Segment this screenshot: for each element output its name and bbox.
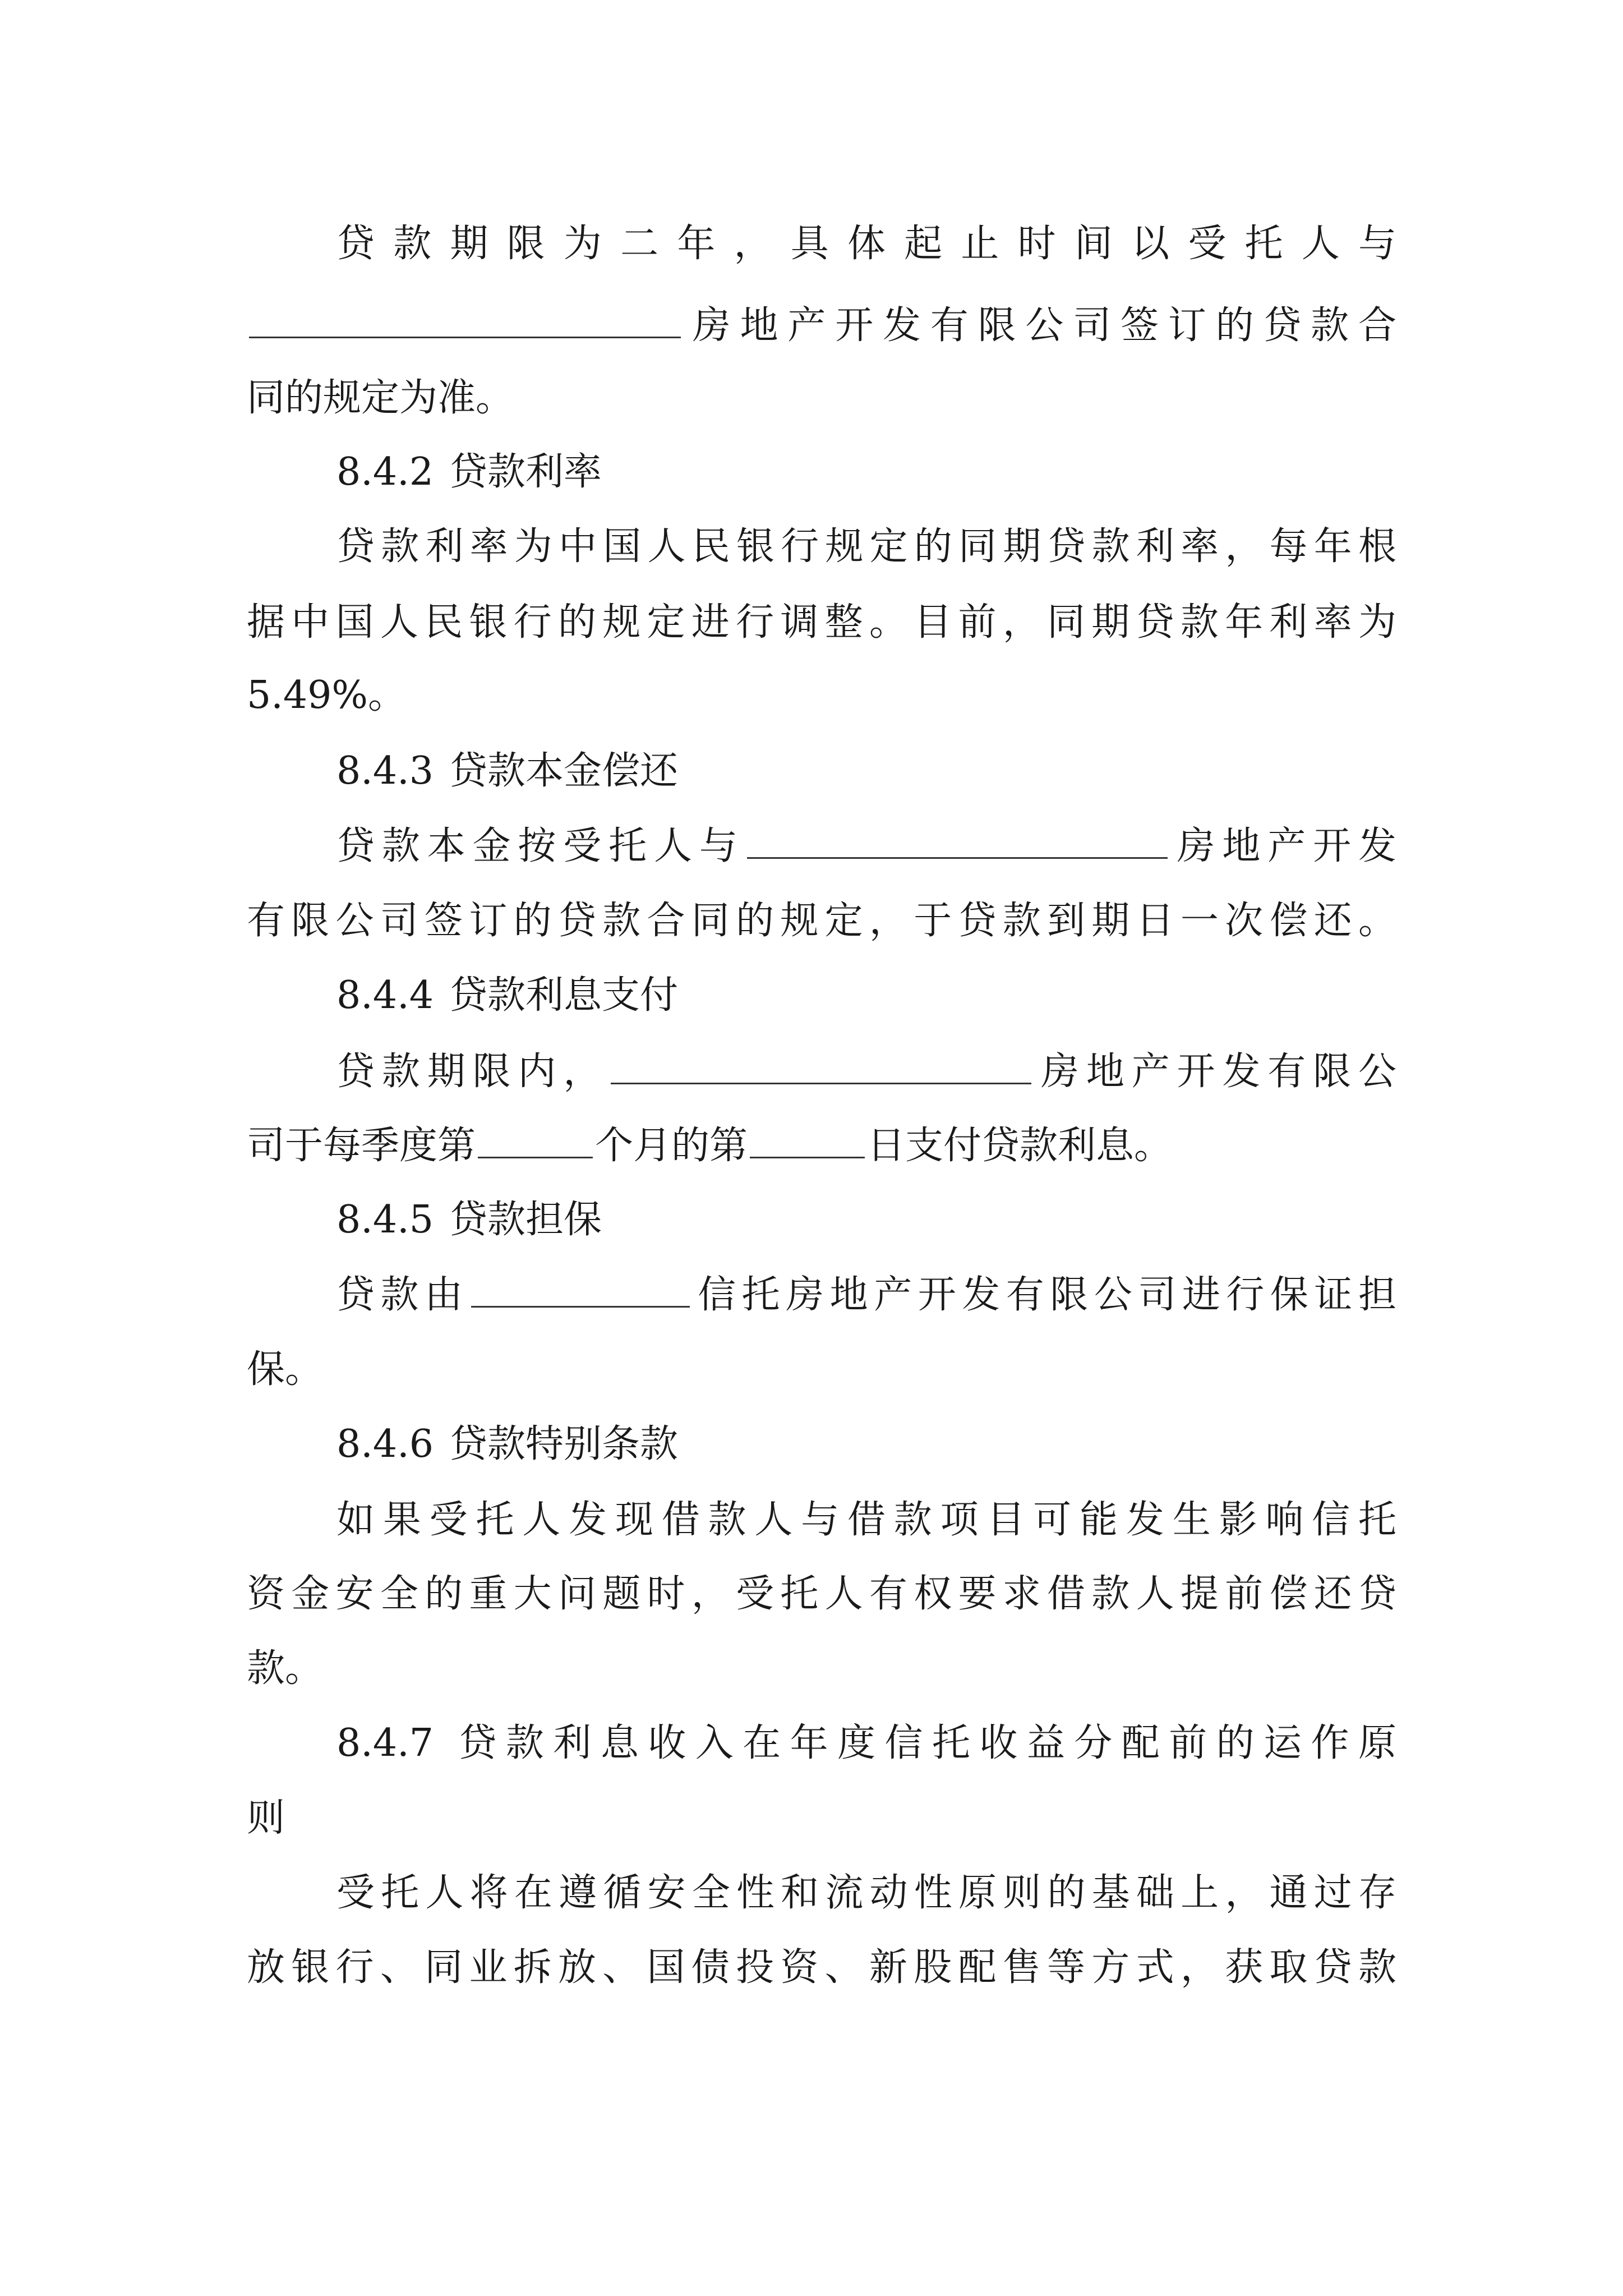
paragraph-line <box>336 818 1396 874</box>
paragraph-text: 房地产开发 <box>1169 824 1396 868</box>
paragraph-text: 房地产开发有限公 <box>1034 1050 1396 1094</box>
paragraph-line <box>247 1117 1396 1174</box>
section-number: 8.4.7 <box>336 1721 434 1765</box>
paragraph-text: 信托房地产开发有限公司进行保证担 <box>691 1273 1396 1317</box>
section-number: 8.4.6 <box>336 1422 434 1466</box>
section-title: 贷款担保 <box>449 1198 602 1242</box>
section-heading-8-4-6 <box>336 1416 1396 1473</box>
paragraph-line: 款。 <box>247 1646 324 1691</box>
section-heading-8-4-5 <box>336 1192 1396 1248</box>
paragraph-line <box>247 297 1396 353</box>
paragraph-line <box>336 1043 1396 1099</box>
section-number: 8.4.3 <box>336 749 434 793</box>
paragraph-text: 日支付贷款利息。 <box>867 1124 1173 1168</box>
section-number: 8.4.4 <box>336 973 434 1018</box>
fill-in-blank <box>747 818 1168 859</box>
paragraph-text: 司于每季度第 <box>247 1124 476 1168</box>
paragraph-line: 5.49%。 <box>247 673 407 717</box>
paragraph-line: 据中国人民银行的规定进行调整。目前，同期贷款年利率为 <box>247 600 1396 645</box>
fill-in-blank <box>249 297 681 338</box>
fill-in-blank <box>471 1267 690 1308</box>
paragraph-line: 同的规定为准。 <box>247 376 514 420</box>
paragraph-line: 受托人将在遵循安全性和流动性原则的基础上，通过存 <box>336 1871 1396 1915</box>
paragraph-line: 有限公司签订的贷款合同的规定，于贷款到期日一次偿还。 <box>247 899 1396 943</box>
paragraph-text: 房地产开发有限公司签订的贷款合 <box>683 303 1396 348</box>
section-heading-8-4-3 <box>336 743 1396 799</box>
section-title: 贷款利息收入在年度信托收益分配前的运作原 <box>449 1721 1396 1765</box>
section-title: 贷款特别条款 <box>449 1422 679 1466</box>
paragraph-line: 放银行、同业拆放、国债投资、新股配售等方式，获取贷款 <box>247 1945 1396 1990</box>
fill-in-blank <box>478 1117 593 1158</box>
section-number: 8.4.2 <box>336 450 434 494</box>
paragraph-line: 贷款期限为二年，具体起止时间以受托人与 <box>336 222 1396 266</box>
section-heading-8-4-4 <box>336 968 1396 1024</box>
paragraph-line: 保。 <box>247 1347 324 1392</box>
fill-in-blank <box>750 1117 865 1158</box>
section-number: 8.4.5 <box>336 1198 434 1242</box>
section-title: 贷款本金偿还 <box>449 749 679 793</box>
section-heading-8-4-2 <box>336 444 1396 500</box>
section-title: 贷款利息支付 <box>449 973 679 1018</box>
paragraph-text: 贷款本金按受托人与 <box>336 824 745 868</box>
paragraph-text: 贷款由 <box>336 1273 469 1317</box>
section-heading-8-4-7 <box>336 1715 1396 1772</box>
paragraph-text: 贷款期限内， <box>336 1050 609 1094</box>
section-title: 贷款利率 <box>449 450 602 494</box>
paragraph-line <box>336 1267 1396 1323</box>
paragraph-line: 如果受托人发现借款人与借款项目可能发生影响信托 <box>336 1498 1396 1542</box>
fill-in-blank <box>611 1043 1031 1084</box>
paragraph-text: 个月的第 <box>595 1124 748 1168</box>
section-title-continued: 则 <box>247 1796 285 1841</box>
paragraph-line: 资金安全的重大问题时，受托人有权要求借款人提前偿还贷 <box>247 1572 1396 1616</box>
paragraph-line: 贷款利率为中国人民银行规定的同期贷款利率，每年根 <box>336 524 1396 569</box>
